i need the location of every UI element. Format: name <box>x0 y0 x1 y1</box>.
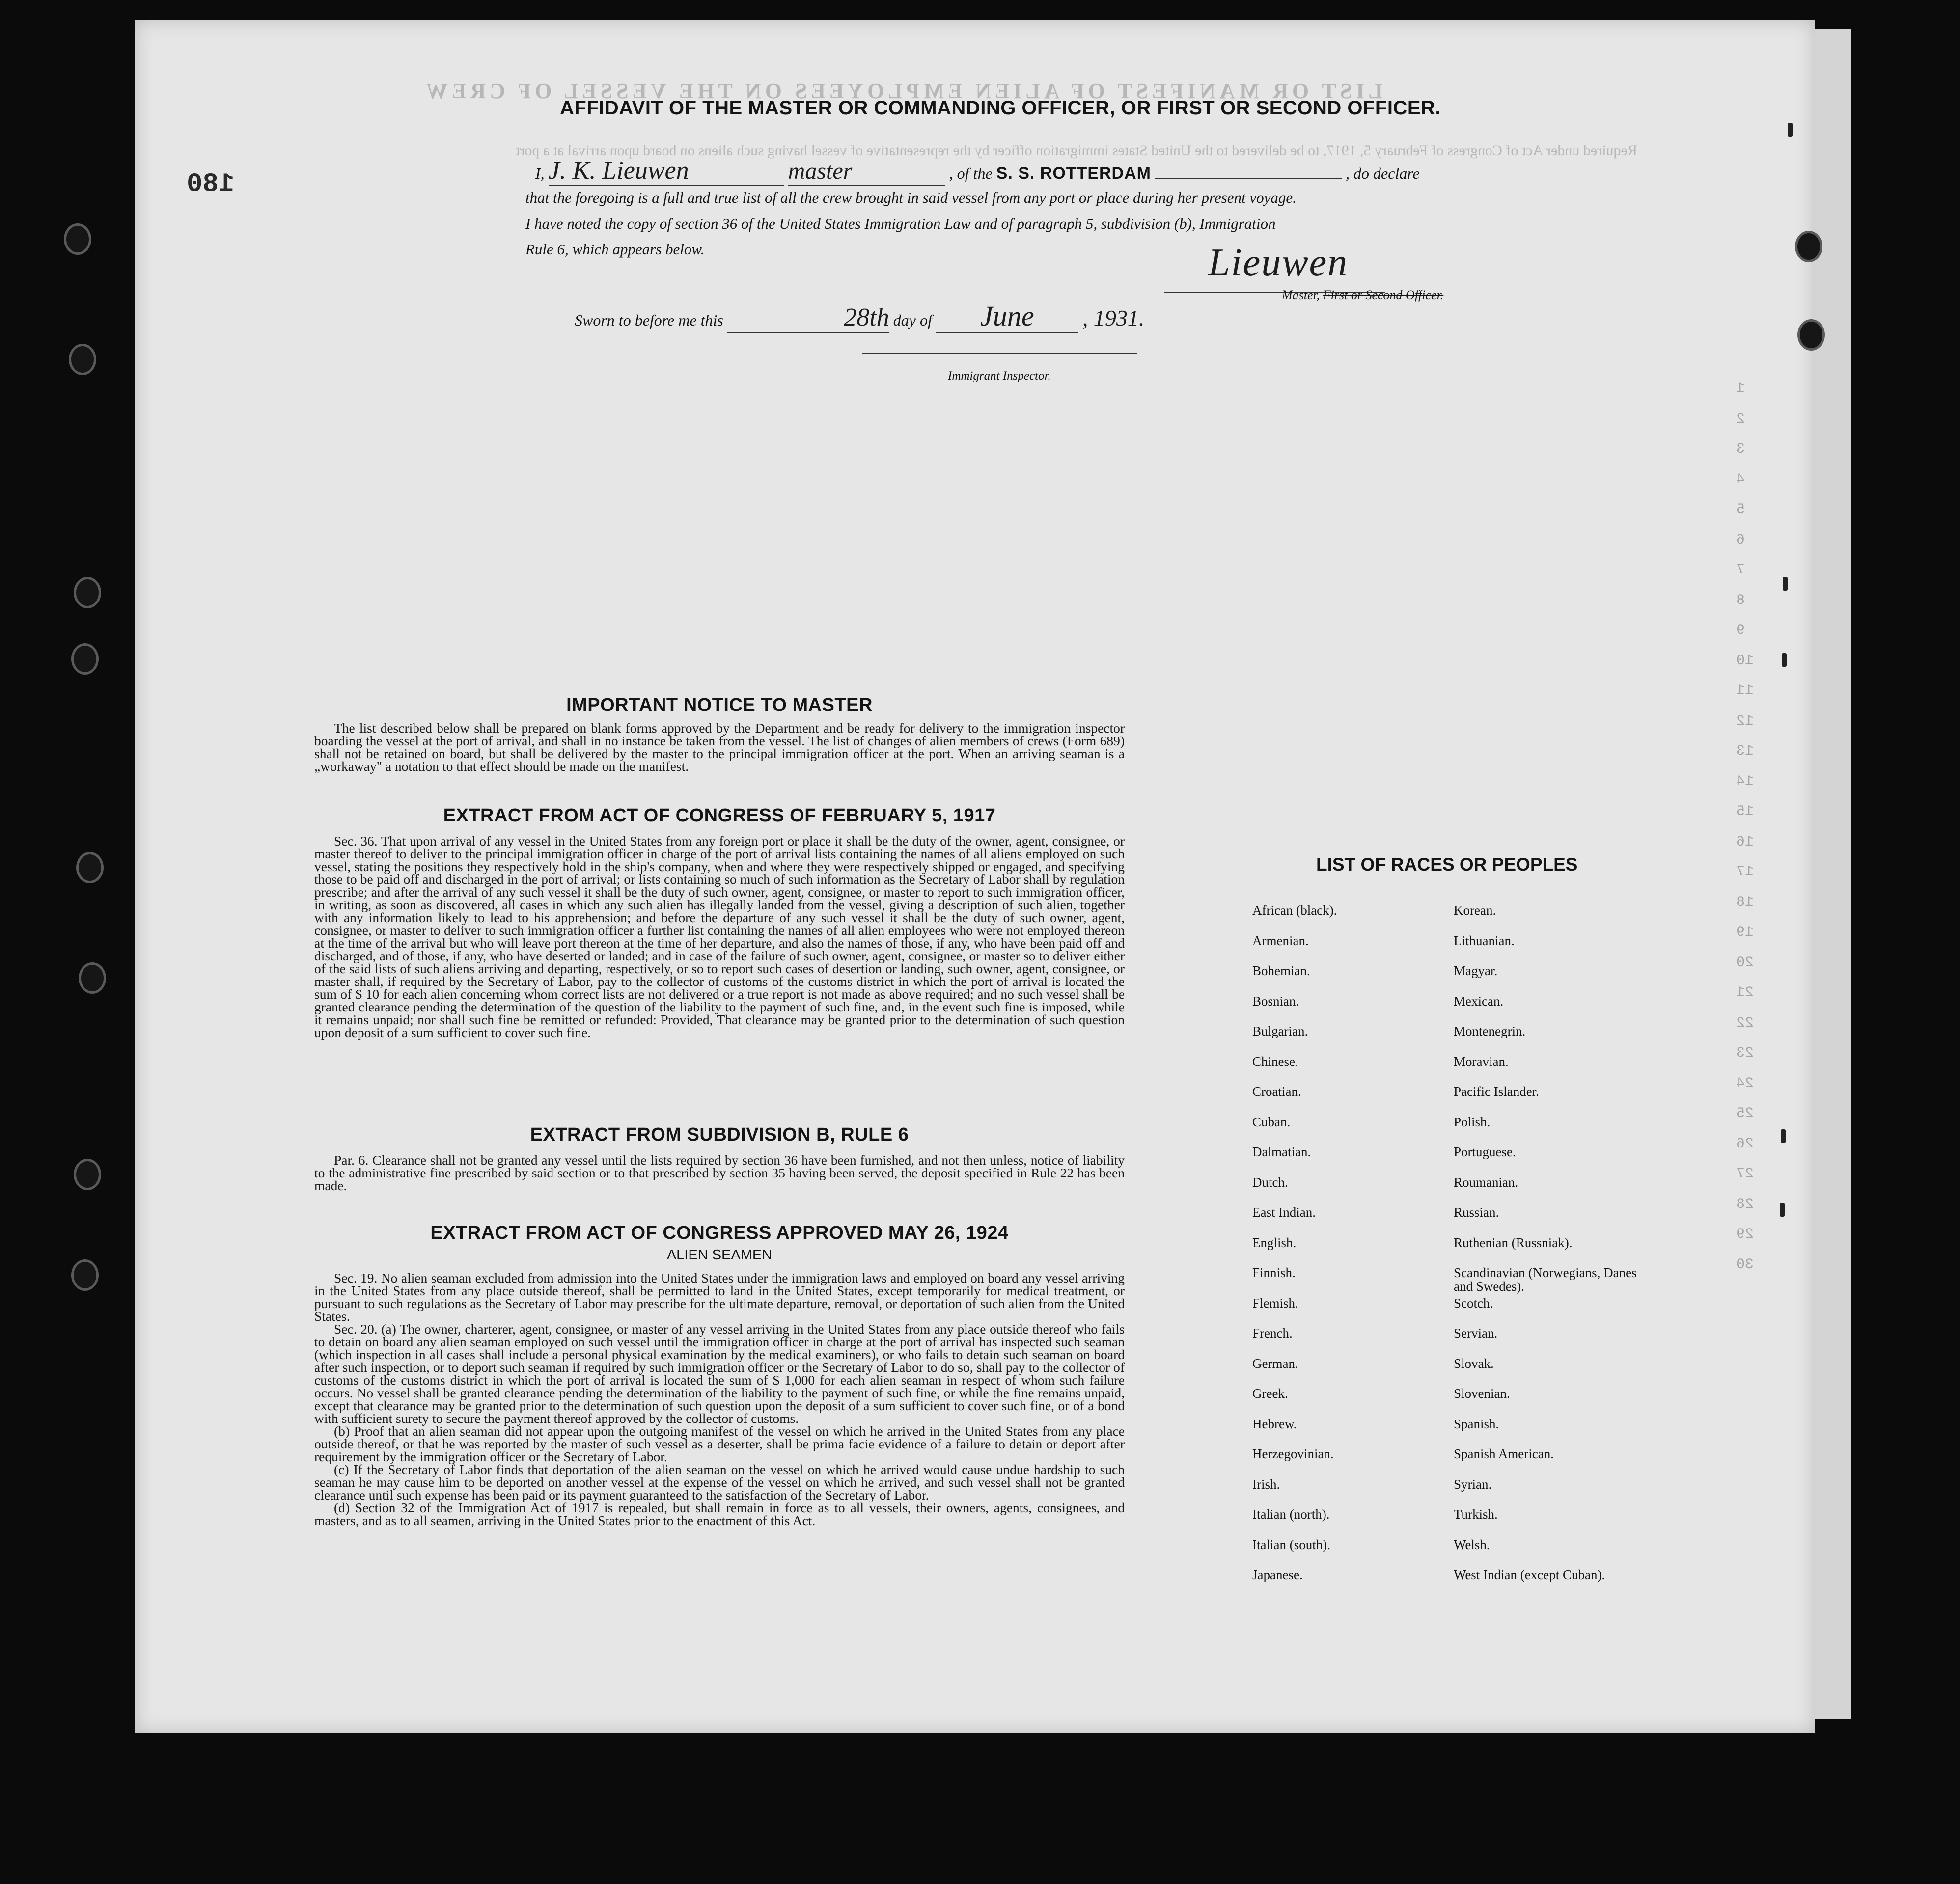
row-number: 6 <box>1736 531 1745 548</box>
punch-hole <box>79 962 106 994</box>
act1924-section-20b: (b) Proof that an alien seaman did not appear upon the outgoing manifest of the vessel on which he arrived in the United States from any place outside thereof, or that he was reported by the master of such vessel as a deserter, shall be prima facie evidence of a failure to detain or deport after requirement by the immigration officer or the Secretary of Labor. <box>314 1423 1125 1464</box>
affidavit-line-4: Rule 6, which appears below. <box>525 241 705 258</box>
binding-mark <box>1781 1129 1786 1143</box>
race-item: Dutch. <box>1252 1174 1288 1190</box>
sworn-year: , 1931. <box>1082 305 1145 330</box>
row-number: 23 <box>1736 1045 1754 1062</box>
bleed-through-header: LIST OR MANIFEST OF ALIEN EMPLOYEES ON THE VESSEL OF CREW <box>422 79 1383 103</box>
row-number: 15 <box>1736 803 1754 820</box>
affidavit-i: I, <box>535 164 545 182</box>
act1924-subheading: ALIEN SEAMEN <box>666 1247 773 1263</box>
row-number: 2 <box>1736 410 1745 428</box>
rule6-text <box>314 1154 1125 1192</box>
row-number: 26 <box>1736 1135 1754 1152</box>
race-item: Magyar. <box>1454 963 1498 978</box>
race-item: Italian (south). <box>1252 1537 1330 1552</box>
row-number: 21 <box>1736 984 1754 1001</box>
binding-mark <box>1788 123 1793 137</box>
row-number: 9 <box>1736 622 1745 639</box>
race-item: Scotch. <box>1454 1295 1493 1311</box>
act1917-section-36: Sec. 36. That upon arrival of any vessel in the United States from any foreign port or place it shall be the duty of the owner, agent, consignee, or master thereof to deliver to the principal immigration officer in charge of the port of arrival lists containing the names of all aliens employed on such vessel, stating the positions they respectively hold in the ship's company, when and where they were respectively shipped or engaged, and specifying those to be paid off and discharged in the port of arrival; or lists containing so much of such information as the Secretary of Labor shall by regulation prescribe; and after the arrival of any such vessel it shall be the duty of such owner, agent, consignee, or master to report to such immigration officer, in writing, as soon as discovered, all cases in which any such alien has illegally landed from the vessel, giving a description of such alien, together with any information likely to lead to his apprehension; and before the departure of any such vessel it shall be the duty of such owner, agent, consignee, or master to deliver to such immigration officer a further list containing the names of all alien employees who were not employed thereon at the time of the arrival but who will leave port thereon at the time of her departure, and also the names of those, if any, who have been paid off and discharged, and of those, if any, who have deserted or landed; and in case of the failure of such owner, agent, consignee, or master so to deliver either of the said lists of such aliens arriving and departing, respectively, or so to report such cases of desertion or landing, such owner, agent, consignee, or master shall, if required by the Secretary of Labor, pay to the collector of customs of the customs district in which the port of arrival is located the sum of $ 10 for each alien concerning whom correct lists are not delivered or a true report is not made as above required; and no such vessel shall be granted clearance pending the determination of the question of the liability to the payment of such fine, and, in the event such fine is imposed, while it remains unpaid; nor shall such fine be remitted or refunded: Provided, That clearance may be granted prior to the determination of such question upon deposit of a sum sufficient to cover such fine. <box>314 833 1125 1040</box>
punch-hole <box>76 852 104 883</box>
affidavit-line-3: I have noted the copy of section 36 of the United States Immigration Law and of paragraph 5, subdivision (b), Immigration <box>525 215 1276 232</box>
signer-rank-field <box>788 158 945 186</box>
race-item: Cuban. <box>1252 1114 1291 1129</box>
row-number: 3 <box>1736 441 1745 458</box>
race-item: African (black). <box>1252 903 1337 918</box>
row-number: 19 <box>1736 924 1754 941</box>
race-item: Slovak. <box>1454 1356 1494 1371</box>
race-item: Moravian. <box>1454 1054 1509 1069</box>
punch-hole <box>64 223 91 255</box>
race-item: Roumanian. <box>1454 1174 1518 1190</box>
race-item: Montenegrin. <box>1454 1024 1526 1038</box>
race-item: German. <box>1252 1356 1298 1371</box>
act1924-text <box>314 1272 1125 1527</box>
row-number: 1 <box>1736 381 1745 397</box>
races-heading: LIST OF RACES OR PEOPLES <box>1316 854 1578 874</box>
punch-hole <box>74 577 101 608</box>
act1924-heading: EXTRACT FROM ACT OF CONGRESS APPROVED MAY 26, 1924 <box>430 1223 1009 1243</box>
of-the-label: , of the <box>949 164 993 182</box>
row-number: 13 <box>1736 743 1754 760</box>
punch-hole <box>1797 319 1825 351</box>
sworn-day-field <box>727 303 889 333</box>
race-item: Bosnian. <box>1252 993 1299 1009</box>
race-item: Syrian. <box>1454 1476 1492 1492</box>
officer-label-struck: First or Second Officer. <box>1323 288 1444 302</box>
row-number: 22 <box>1736 1014 1754 1032</box>
row-number: 24 <box>1736 1075 1754 1092</box>
sworn-prefix: Sworn to before me this <box>575 311 723 329</box>
row-number: 12 <box>1736 712 1754 730</box>
race-item: Dalmatian. <box>1252 1145 1311 1159</box>
race-item: East Indian. <box>1252 1205 1316 1220</box>
row-number: 7 <box>1736 562 1745 578</box>
punch-hole <box>71 643 99 675</box>
row-number: 5 <box>1736 501 1745 518</box>
race-item: Polish. <box>1454 1114 1491 1129</box>
race-item: Armenian. <box>1252 933 1309 948</box>
race-item: Slovenian. <box>1454 1386 1510 1401</box>
race-item: Mexican. <box>1454 993 1504 1009</box>
rule6-heading: EXTRACT FROM SUBDIVISION B, RULE 6 <box>530 1124 909 1145</box>
race-item: Korean. <box>1454 903 1496 918</box>
race-item: Italian (north). <box>1252 1507 1330 1522</box>
race-item: Russian. <box>1454 1205 1499 1220</box>
row-number: 10 <box>1736 652 1754 669</box>
day-of-label: day of <box>893 311 932 329</box>
race-item: Servian. <box>1454 1326 1498 1340</box>
race-item: Herzegovinian. <box>1252 1447 1334 1461</box>
sworn-month: June <box>980 300 1034 332</box>
signer-rank: master <box>788 158 853 184</box>
race-item: Ruthenian (Russniak). <box>1454 1235 1573 1250</box>
master-title-line <box>1282 288 1443 302</box>
race-item: Bulgarian. <box>1252 1024 1308 1038</box>
race-item: West Indian (except Cuban). <box>1454 1567 1605 1582</box>
signer-name-field <box>549 156 784 186</box>
race-item: Portuguese. <box>1454 1145 1516 1159</box>
affidavit-title: AFFIDAVIT OF THE MASTER OR COMMANDING OFFICER, OR FIRST OR SECOND OFFICER. <box>560 97 1441 119</box>
act1924-section-20d: (d) Section 32 of the Immigration Act of 1917 is repealed, but shall remain in force as to all vessels, their owners, agents, consignees, and masters, and as to all seamen, arriving in the United States prior to the enactment of this Act. <box>314 1500 1125 1528</box>
affidavit-line-1 <box>535 156 1420 186</box>
signer-name: J. K. Lieuwen <box>548 157 689 185</box>
notice-text <box>314 722 1125 773</box>
row-number: 27 <box>1736 1166 1754 1182</box>
row-number: 17 <box>1736 864 1754 880</box>
inspector-line <box>862 353 1137 354</box>
ship-blank <box>1155 178 1342 179</box>
sworn-month-field <box>936 300 1078 333</box>
race-item: Spanish American. <box>1454 1447 1554 1461</box>
race-item: Bohemian. <box>1252 963 1310 978</box>
affidavit-line-2: that the foregoing is a full and true list of all the crew brought in said vessel from any port or place during her present voyage. <box>525 189 1297 206</box>
sworn-day: 28th <box>844 303 889 331</box>
inspector-label: Immigrant Inspector. <box>948 369 1051 382</box>
row-number: 16 <box>1736 833 1754 850</box>
punch-hole <box>1795 231 1822 262</box>
row-number: 25 <box>1736 1105 1754 1122</box>
race-item: Croatian. <box>1252 1084 1301 1099</box>
act1924-section-20c: (c) If the Secretary of Labor finds that deportation of the alien seaman on the vessel on which he arrived would cause undue hardship to such seaman he may cause him to be deported on another vessel at the expense of the vessel on which he arrived, and such vessel shall not be granted clearance until such expense has been paid or its payment guaranteed to the satisfaction of the Secretary of Labor. <box>314 1462 1125 1502</box>
row-number: 14 <box>1736 773 1754 790</box>
punch-hole <box>69 344 96 375</box>
race-item: Scandinavian (Norwegians, Danes and Swedes). <box>1454 1265 1637 1294</box>
race-item: Finnish. <box>1252 1265 1296 1280</box>
act1924-section-19: Sec. 19. No alien seaman excluded from admission into the United States under the immigration laws and employed on board any vessel arriving in the United States from any place outside thereof, shall be permitted to land in the United States, except temporarily for medical treatment, or pursuant to such regulations as the Secretary of Labor may prescribe for the ultimate departure, removal, or deportation of such alien from the United States. <box>314 1270 1125 1324</box>
race-item: Hebrew. <box>1252 1416 1297 1431</box>
race-item: Lithuanian. <box>1454 933 1515 948</box>
row-number: 18 <box>1736 894 1754 911</box>
race-item: Pacific Islander. <box>1454 1084 1539 1099</box>
punch-hole <box>71 1259 99 1291</box>
row-number: 8 <box>1736 592 1745 609</box>
race-item: Greek. <box>1252 1386 1288 1401</box>
row-number: 29 <box>1736 1226 1754 1243</box>
race-item: Turkish. <box>1454 1507 1498 1522</box>
binding-mark <box>1780 1203 1785 1217</box>
sheet-number: 180 <box>187 169 235 199</box>
master-label: Master, <box>1282 288 1320 302</box>
row-number: 4 <box>1736 471 1745 488</box>
act1917-text <box>314 835 1125 1039</box>
ship-name: S. S. ROTTERDAM <box>996 164 1151 183</box>
punch-hole <box>74 1159 101 1190</box>
sworn-line <box>575 300 1144 333</box>
race-item: Spanish. <box>1454 1416 1499 1431</box>
master-signature: Lieuwen <box>1208 241 1349 284</box>
do-declare-label: , do declare <box>1345 164 1420 182</box>
row-number: 30 <box>1736 1256 1754 1273</box>
race-item: Welsh. <box>1454 1537 1490 1552</box>
race-item: Japanese. <box>1252 1567 1303 1582</box>
notice-heading: IMPORTANT NOTICE TO MASTER <box>566 695 873 715</box>
race-item: English. <box>1252 1235 1297 1250</box>
binding-mark <box>1782 653 1787 667</box>
race-item: French. <box>1252 1326 1293 1340</box>
act1924-section-20a: Sec. 20. (a) The owner, charterer, agent, consignee, or master of any vessel arriving in the United States from any place outside thereof who fails to detain on board any alien seaman employed on such vessel until the immigration officer in charge at the port of arrival has inspected such seaman (which inspection in all cases shall include a personal physical examination by the medical examiners), or who fails to detain such seaman on board after such inspection, or to deport such seaman if required by such immigration officer or the Secretary of Labor to do so, shall pay to the collector of customs of the customs district in which the port of arrival is located the sum of $ 1,000 for each alien seaman in respect of whom such failure occurs. No vessel shall be granted clearance pending the determination of the liability to the payment of such fine, or while the fine remains unpaid, except that clearance may be granted prior to the determination of such question upon the deposit of a sum sufficient to cover such fine, or of a bond with sufficient surety to secure the payment thereof approved by the collector of customs. <box>314 1321 1125 1426</box>
race-item: Irish. <box>1252 1476 1280 1492</box>
row-number: 20 <box>1736 954 1754 971</box>
notice-paragraph: The list described below shall be prepared on blank forms approved by the Department and be ready for delivery to the immigration inspector boarding the vessel at the port of arrival, and shall in no instance be taken from the vessel. The list of changes of alien members of crews (Form 689) shall not be retained on board, but shall be delivered by the master to the principal immigration officer at the port. When an arriving seaman is a „workaway" a notation to that effect should be made on the manifest. <box>314 720 1125 774</box>
row-number: 28 <box>1736 1196 1754 1213</box>
bleed-through-subheader: Required under Act of Congress of February 5, 1917, to be delivered to the United States immigration officer by the representative of vessel having such aliens on board upon arrival at a port <box>516 142 1637 159</box>
rule6-paragraph-6: Par. 6. Clearance shall not be granted any vessel until the lists required by section 36 have been furnished, and not then unless, notice of liability to the administrative fine prescribed by said section or to that prescribed by section 35 having been served, the deposit specified in Rule 22 has been made. <box>314 1152 1125 1193</box>
act1917-heading: EXTRACT FROM ACT OF CONGRESS OF FEBRUARY 5, 1917 <box>443 805 996 826</box>
race-item: Flemish. <box>1252 1295 1298 1311</box>
row-number: 11 <box>1736 683 1754 699</box>
binding-mark <box>1783 577 1788 591</box>
race-item: Chinese. <box>1252 1054 1298 1069</box>
